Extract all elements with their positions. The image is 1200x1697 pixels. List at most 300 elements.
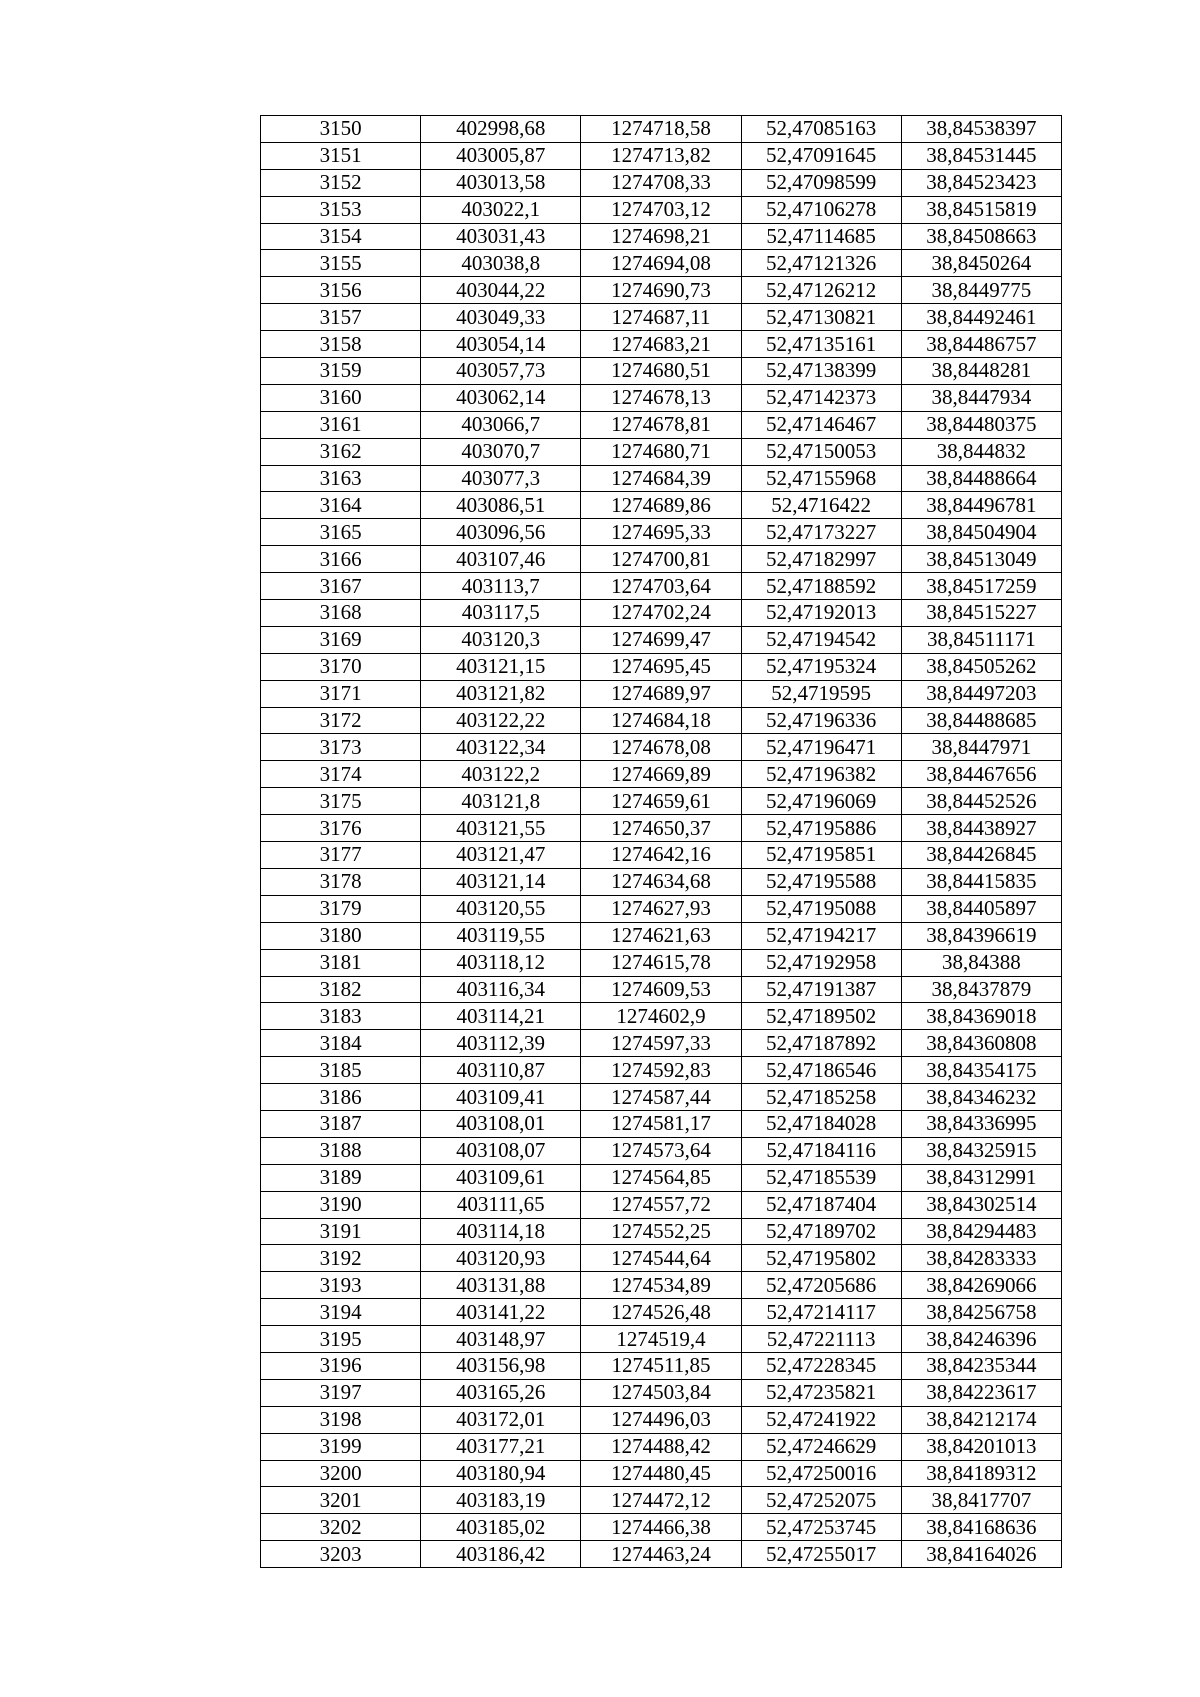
longitude-cell: 38,84388 bbox=[901, 949, 1061, 976]
latitude-cell: 52,47253745 bbox=[741, 1514, 901, 1541]
latitude-cell: 52,47098599 bbox=[741, 169, 901, 196]
table-row bbox=[261, 1379, 1062, 1406]
longitude-cell: 38,84164026 bbox=[901, 1541, 1061, 1568]
point-number-cell: 3161 bbox=[261, 411, 421, 438]
y-coordinate-cell: 1274683,21 bbox=[581, 331, 741, 358]
y-coordinate-cell: 1274552,25 bbox=[581, 1218, 741, 1245]
x-coordinate-cell: 403183,19 bbox=[421, 1487, 581, 1514]
table-row bbox=[261, 169, 1062, 196]
longitude-cell: 38,84531445 bbox=[901, 142, 1061, 169]
point-number-cell: 3185 bbox=[261, 1057, 421, 1084]
point-number-cell: 3162 bbox=[261, 438, 421, 465]
table-row bbox=[261, 331, 1062, 358]
point-number-cell: 3164 bbox=[261, 492, 421, 519]
point-number-cell: 3152 bbox=[261, 169, 421, 196]
x-coordinate-cell: 403038,8 bbox=[421, 250, 581, 277]
point-number-cell: 3158 bbox=[261, 331, 421, 358]
y-coordinate-cell: 1274511,85 bbox=[581, 1352, 741, 1379]
table-row bbox=[261, 223, 1062, 250]
y-coordinate-cell: 1274703,12 bbox=[581, 196, 741, 223]
y-coordinate-cell: 1274680,71 bbox=[581, 438, 741, 465]
x-coordinate-cell: 403044,22 bbox=[421, 277, 581, 304]
longitude-cell: 38,84488664 bbox=[901, 465, 1061, 492]
y-coordinate-cell: 1274650,37 bbox=[581, 815, 741, 842]
y-coordinate-cell: 1274698,21 bbox=[581, 223, 741, 250]
y-coordinate-cell: 1274488,42 bbox=[581, 1433, 741, 1460]
y-coordinate-cell: 1274544,64 bbox=[581, 1245, 741, 1272]
longitude-cell: 38,8449775 bbox=[901, 277, 1061, 304]
x-coordinate-cell: 403122,2 bbox=[421, 761, 581, 788]
longitude-cell: 38,84360808 bbox=[901, 1030, 1061, 1057]
longitude-cell: 38,84168636 bbox=[901, 1514, 1061, 1541]
y-coordinate-cell: 1274687,11 bbox=[581, 304, 741, 331]
table-row bbox=[261, 1514, 1062, 1541]
point-number-cell: 3187 bbox=[261, 1110, 421, 1137]
x-coordinate-cell: 403180,94 bbox=[421, 1460, 581, 1487]
longitude-cell: 38,84538397 bbox=[901, 116, 1061, 143]
table-row bbox=[261, 1030, 1062, 1057]
latitude-cell: 52,47228345 bbox=[741, 1352, 901, 1379]
y-coordinate-cell: 1274496,03 bbox=[581, 1406, 741, 1433]
latitude-cell: 52,47138399 bbox=[741, 358, 901, 385]
x-coordinate-cell: 403062,14 bbox=[421, 384, 581, 411]
latitude-cell: 52,47121326 bbox=[741, 250, 901, 277]
longitude-cell: 38,84223617 bbox=[901, 1379, 1061, 1406]
x-coordinate-cell: 403113,7 bbox=[421, 573, 581, 600]
longitude-cell: 38,84302514 bbox=[901, 1191, 1061, 1218]
x-coordinate-cell: 403116,34 bbox=[421, 976, 581, 1003]
latitude-cell: 52,4719595 bbox=[741, 680, 901, 707]
longitude-cell: 38,84515819 bbox=[901, 196, 1061, 223]
y-coordinate-cell: 1274694,08 bbox=[581, 250, 741, 277]
point-number-cell: 3173 bbox=[261, 734, 421, 761]
table-row bbox=[261, 976, 1062, 1003]
latitude-cell: 52,47235821 bbox=[741, 1379, 901, 1406]
point-number-cell: 3199 bbox=[261, 1433, 421, 1460]
x-coordinate-cell: 403165,26 bbox=[421, 1379, 581, 1406]
point-number-cell: 3190 bbox=[261, 1191, 421, 1218]
point-number-cell: 3178 bbox=[261, 868, 421, 895]
longitude-cell: 38,844832 bbox=[901, 438, 1061, 465]
longitude-cell: 38,84256758 bbox=[901, 1299, 1061, 1326]
y-coordinate-cell: 1274642,16 bbox=[581, 842, 741, 869]
table-row bbox=[261, 707, 1062, 734]
point-number-cell: 3166 bbox=[261, 546, 421, 573]
latitude-cell: 52,47255017 bbox=[741, 1541, 901, 1568]
longitude-cell: 38,84480375 bbox=[901, 411, 1061, 438]
latitude-cell: 52,47250016 bbox=[741, 1460, 901, 1487]
point-number-cell: 3194 bbox=[261, 1299, 421, 1326]
y-coordinate-cell: 1274602,9 bbox=[581, 1003, 741, 1030]
x-coordinate-cell: 403121,47 bbox=[421, 842, 581, 869]
point-number-cell: 3193 bbox=[261, 1272, 421, 1299]
table-row bbox=[261, 922, 1062, 949]
table-row bbox=[261, 815, 1062, 842]
longitude-cell: 38,84505262 bbox=[901, 653, 1061, 680]
table-row bbox=[261, 949, 1062, 976]
x-coordinate-cell: 403096,56 bbox=[421, 519, 581, 546]
y-coordinate-cell: 1274564,85 bbox=[581, 1164, 741, 1191]
point-number-cell: 3181 bbox=[261, 949, 421, 976]
coordinates-table bbox=[260, 115, 1062, 1568]
point-number-cell: 3184 bbox=[261, 1030, 421, 1057]
point-number-cell: 3156 bbox=[261, 277, 421, 304]
longitude-cell: 38,84269066 bbox=[901, 1272, 1061, 1299]
longitude-cell: 38,84415835 bbox=[901, 868, 1061, 895]
point-number-cell: 3188 bbox=[261, 1137, 421, 1164]
x-coordinate-cell: 403070,7 bbox=[421, 438, 581, 465]
y-coordinate-cell: 1274573,64 bbox=[581, 1137, 741, 1164]
y-coordinate-cell: 1274597,33 bbox=[581, 1030, 741, 1057]
table-row bbox=[261, 438, 1062, 465]
table-row bbox=[261, 1137, 1062, 1164]
latitude-cell: 52,47196069 bbox=[741, 788, 901, 815]
y-coordinate-cell: 1274703,64 bbox=[581, 573, 741, 600]
point-number-cell: 3165 bbox=[261, 519, 421, 546]
x-coordinate-cell: 403141,22 bbox=[421, 1299, 581, 1326]
latitude-cell: 52,47114685 bbox=[741, 223, 901, 250]
y-coordinate-cell: 1274695,33 bbox=[581, 519, 741, 546]
longitude-cell: 38,8447934 bbox=[901, 384, 1061, 411]
y-coordinate-cell: 1274592,83 bbox=[581, 1057, 741, 1084]
latitude-cell: 52,47252075 bbox=[741, 1487, 901, 1514]
point-number-cell: 3169 bbox=[261, 626, 421, 653]
table-row bbox=[261, 1191, 1062, 1218]
table-row bbox=[261, 1326, 1062, 1353]
latitude-cell: 52,47194217 bbox=[741, 922, 901, 949]
table-row bbox=[261, 895, 1062, 922]
x-coordinate-cell: 403117,5 bbox=[421, 600, 581, 627]
table-row bbox=[261, 358, 1062, 385]
table-row bbox=[261, 1245, 1062, 1272]
longitude-cell: 38,84312991 bbox=[901, 1164, 1061, 1191]
point-number-cell: 3150 bbox=[261, 116, 421, 143]
y-coordinate-cell: 1274678,08 bbox=[581, 734, 741, 761]
x-coordinate-cell: 403005,87 bbox=[421, 142, 581, 169]
x-coordinate-cell: 403177,21 bbox=[421, 1433, 581, 1460]
point-number-cell: 3171 bbox=[261, 680, 421, 707]
table-row bbox=[261, 465, 1062, 492]
table-row bbox=[261, 1057, 1062, 1084]
y-coordinate-cell: 1274503,84 bbox=[581, 1379, 741, 1406]
point-number-cell: 3200 bbox=[261, 1460, 421, 1487]
x-coordinate-cell: 403186,42 bbox=[421, 1541, 581, 1568]
y-coordinate-cell: 1274678,13 bbox=[581, 384, 741, 411]
point-number-cell: 3189 bbox=[261, 1164, 421, 1191]
table-row bbox=[261, 1352, 1062, 1379]
y-coordinate-cell: 1274718,58 bbox=[581, 116, 741, 143]
longitude-cell: 38,84369018 bbox=[901, 1003, 1061, 1030]
latitude-cell: 52,47130821 bbox=[741, 304, 901, 331]
latitude-cell: 52,47196382 bbox=[741, 761, 901, 788]
latitude-cell: 52,47150053 bbox=[741, 438, 901, 465]
y-coordinate-cell: 1274689,97 bbox=[581, 680, 741, 707]
longitude-cell: 38,84396619 bbox=[901, 922, 1061, 949]
x-coordinate-cell: 403118,12 bbox=[421, 949, 581, 976]
point-number-cell: 3196 bbox=[261, 1352, 421, 1379]
latitude-cell: 52,47196336 bbox=[741, 707, 901, 734]
table-row bbox=[261, 788, 1062, 815]
latitude-cell: 52,47195588 bbox=[741, 868, 901, 895]
point-number-cell: 3202 bbox=[261, 1514, 421, 1541]
y-coordinate-cell: 1274466,38 bbox=[581, 1514, 741, 1541]
y-coordinate-cell: 1274526,48 bbox=[581, 1299, 741, 1326]
longitude-cell: 38,8417707 bbox=[901, 1487, 1061, 1514]
longitude-cell: 38,84515227 bbox=[901, 600, 1061, 627]
y-coordinate-cell: 1274634,68 bbox=[581, 868, 741, 895]
longitude-cell: 38,84336995 bbox=[901, 1110, 1061, 1137]
table-row bbox=[261, 842, 1062, 869]
x-coordinate-cell: 403121,8 bbox=[421, 788, 581, 815]
x-coordinate-cell: 403086,51 bbox=[421, 492, 581, 519]
point-number-cell: 3192 bbox=[261, 1245, 421, 1272]
x-coordinate-cell: 403120,93 bbox=[421, 1245, 581, 1272]
longitude-cell: 38,84511171 bbox=[901, 626, 1061, 653]
x-coordinate-cell: 403121,82 bbox=[421, 680, 581, 707]
latitude-cell: 52,47246629 bbox=[741, 1433, 901, 1460]
y-coordinate-cell: 1274678,81 bbox=[581, 411, 741, 438]
table-row bbox=[261, 626, 1062, 653]
longitude-cell: 38,84523423 bbox=[901, 169, 1061, 196]
longitude-cell: 38,84513049 bbox=[901, 546, 1061, 573]
table-row bbox=[261, 1433, 1062, 1460]
latitude-cell: 52,47214117 bbox=[741, 1299, 901, 1326]
table-row bbox=[261, 492, 1062, 519]
y-coordinate-cell: 1274659,61 bbox=[581, 788, 741, 815]
y-coordinate-cell: 1274695,45 bbox=[581, 653, 741, 680]
x-coordinate-cell: 403148,97 bbox=[421, 1326, 581, 1353]
table-row bbox=[261, 734, 1062, 761]
longitude-cell: 38,84294483 bbox=[901, 1218, 1061, 1245]
point-number-cell: 3153 bbox=[261, 196, 421, 223]
y-coordinate-cell: 1274480,45 bbox=[581, 1460, 741, 1487]
latitude-cell: 52,47192958 bbox=[741, 949, 901, 976]
table-row bbox=[261, 384, 1062, 411]
longitude-cell: 38,84517259 bbox=[901, 573, 1061, 600]
latitude-cell: 52,47185258 bbox=[741, 1084, 901, 1111]
latitude-cell: 52,47187404 bbox=[741, 1191, 901, 1218]
y-coordinate-cell: 1274713,82 bbox=[581, 142, 741, 169]
table-row bbox=[261, 761, 1062, 788]
latitude-cell: 52,47126212 bbox=[741, 277, 901, 304]
table-row bbox=[261, 1272, 1062, 1299]
latitude-cell: 52,47241922 bbox=[741, 1406, 901, 1433]
point-number-cell: 3151 bbox=[261, 142, 421, 169]
y-coordinate-cell: 1274557,72 bbox=[581, 1191, 741, 1218]
longitude-cell: 38,8437879 bbox=[901, 976, 1061, 1003]
latitude-cell: 52,47184116 bbox=[741, 1137, 901, 1164]
x-coordinate-cell: 403156,98 bbox=[421, 1352, 581, 1379]
latitude-cell: 52,47146467 bbox=[741, 411, 901, 438]
y-coordinate-cell: 1274519,4 bbox=[581, 1326, 741, 1353]
longitude-cell: 38,84325915 bbox=[901, 1137, 1061, 1164]
y-coordinate-cell: 1274689,86 bbox=[581, 492, 741, 519]
table-row bbox=[261, 1110, 1062, 1137]
x-coordinate-cell: 403120,3 bbox=[421, 626, 581, 653]
latitude-cell: 52,47142373 bbox=[741, 384, 901, 411]
latitude-cell: 52,47194542 bbox=[741, 626, 901, 653]
table-row bbox=[261, 1406, 1062, 1433]
longitude-cell: 38,84235344 bbox=[901, 1352, 1061, 1379]
longitude-cell: 38,84452526 bbox=[901, 788, 1061, 815]
point-number-cell: 3195 bbox=[261, 1326, 421, 1353]
x-coordinate-cell: 403185,02 bbox=[421, 1514, 581, 1541]
point-number-cell: 3160 bbox=[261, 384, 421, 411]
y-coordinate-cell: 1274615,78 bbox=[581, 949, 741, 976]
y-coordinate-cell: 1274581,17 bbox=[581, 1110, 741, 1137]
x-coordinate-cell: 403108,01 bbox=[421, 1110, 581, 1137]
y-coordinate-cell: 1274690,73 bbox=[581, 277, 741, 304]
latitude-cell: 52,47155968 bbox=[741, 465, 901, 492]
point-number-cell: 3157 bbox=[261, 304, 421, 331]
longitude-cell: 38,84504904 bbox=[901, 519, 1061, 546]
x-coordinate-cell: 403110,87 bbox=[421, 1057, 581, 1084]
y-coordinate-cell: 1274684,18 bbox=[581, 707, 741, 734]
y-coordinate-cell: 1274627,93 bbox=[581, 895, 741, 922]
x-coordinate-cell: 403077,3 bbox=[421, 465, 581, 492]
latitude-cell: 52,47187892 bbox=[741, 1030, 901, 1057]
latitude-cell: 52,47182997 bbox=[741, 546, 901, 573]
x-coordinate-cell: 403122,22 bbox=[421, 707, 581, 734]
table-row bbox=[261, 653, 1062, 680]
latitude-cell: 52,47186546 bbox=[741, 1057, 901, 1084]
x-coordinate-cell: 403057,73 bbox=[421, 358, 581, 385]
latitude-cell: 52,47221113 bbox=[741, 1326, 901, 1353]
longitude-cell: 38,84508663 bbox=[901, 223, 1061, 250]
latitude-cell: 52,4716422 bbox=[741, 492, 901, 519]
point-number-cell: 3159 bbox=[261, 358, 421, 385]
y-coordinate-cell: 1274702,24 bbox=[581, 600, 741, 627]
x-coordinate-cell: 403120,55 bbox=[421, 895, 581, 922]
point-number-cell: 3155 bbox=[261, 250, 421, 277]
x-coordinate-cell: 403109,61 bbox=[421, 1164, 581, 1191]
x-coordinate-cell: 403107,46 bbox=[421, 546, 581, 573]
x-coordinate-cell: 403121,15 bbox=[421, 653, 581, 680]
latitude-cell: 52,47135161 bbox=[741, 331, 901, 358]
point-number-cell: 3175 bbox=[261, 788, 421, 815]
point-number-cell: 3180 bbox=[261, 922, 421, 949]
point-number-cell: 3168 bbox=[261, 600, 421, 627]
point-number-cell: 3203 bbox=[261, 1541, 421, 1568]
latitude-cell: 52,47173227 bbox=[741, 519, 901, 546]
y-coordinate-cell: 1274708,33 bbox=[581, 169, 741, 196]
table-row bbox=[261, 868, 1062, 895]
longitude-cell: 38,84212174 bbox=[901, 1406, 1061, 1433]
table-row bbox=[261, 1084, 1062, 1111]
latitude-cell: 52,47205686 bbox=[741, 1272, 901, 1299]
longitude-cell: 38,84346232 bbox=[901, 1084, 1061, 1111]
y-coordinate-cell: 1274669,89 bbox=[581, 761, 741, 788]
table-row bbox=[261, 116, 1062, 143]
latitude-cell: 52,47189702 bbox=[741, 1218, 901, 1245]
longitude-cell: 38,84496781 bbox=[901, 492, 1061, 519]
table-row bbox=[261, 1541, 1062, 1568]
point-number-cell: 3170 bbox=[261, 653, 421, 680]
x-coordinate-cell: 403114,18 bbox=[421, 1218, 581, 1245]
point-number-cell: 3182 bbox=[261, 976, 421, 1003]
point-number-cell: 3186 bbox=[261, 1084, 421, 1111]
latitude-cell: 52,47195851 bbox=[741, 842, 901, 869]
latitude-cell: 52,47188592 bbox=[741, 573, 901, 600]
longitude-cell: 38,84492461 bbox=[901, 304, 1061, 331]
point-number-cell: 3179 bbox=[261, 895, 421, 922]
x-coordinate-cell: 403049,33 bbox=[421, 304, 581, 331]
longitude-cell: 38,84201013 bbox=[901, 1433, 1061, 1460]
y-coordinate-cell: 1274587,44 bbox=[581, 1084, 741, 1111]
latitude-cell: 52,47195886 bbox=[741, 815, 901, 842]
table-row bbox=[261, 1487, 1062, 1514]
point-number-cell: 3183 bbox=[261, 1003, 421, 1030]
latitude-cell: 52,47184028 bbox=[741, 1110, 901, 1137]
longitude-cell: 38,84438927 bbox=[901, 815, 1061, 842]
latitude-cell: 52,47185539 bbox=[741, 1164, 901, 1191]
latitude-cell: 52,47195324 bbox=[741, 653, 901, 680]
longitude-cell: 38,84189312 bbox=[901, 1460, 1061, 1487]
longitude-cell: 38,84488685 bbox=[901, 707, 1061, 734]
x-coordinate-cell: 403121,14 bbox=[421, 868, 581, 895]
latitude-cell: 52,47191387 bbox=[741, 976, 901, 1003]
x-coordinate-cell: 403114,21 bbox=[421, 1003, 581, 1030]
x-coordinate-cell: 402998,68 bbox=[421, 116, 581, 143]
table-row bbox=[261, 600, 1062, 627]
table-row bbox=[261, 680, 1062, 707]
y-coordinate-cell: 1274534,89 bbox=[581, 1272, 741, 1299]
y-coordinate-cell: 1274699,47 bbox=[581, 626, 741, 653]
point-number-cell: 3163 bbox=[261, 465, 421, 492]
coordinates-table-body bbox=[261, 116, 1062, 1568]
x-coordinate-cell: 403022,1 bbox=[421, 196, 581, 223]
y-coordinate-cell: 1274621,63 bbox=[581, 922, 741, 949]
table-row bbox=[261, 250, 1062, 277]
x-coordinate-cell: 403131,88 bbox=[421, 1272, 581, 1299]
x-coordinate-cell: 403108,07 bbox=[421, 1137, 581, 1164]
longitude-cell: 38,84426845 bbox=[901, 842, 1061, 869]
longitude-cell: 38,84283333 bbox=[901, 1245, 1061, 1272]
point-number-cell: 3177 bbox=[261, 842, 421, 869]
point-number-cell: 3154 bbox=[261, 223, 421, 250]
y-coordinate-cell: 1274684,39 bbox=[581, 465, 741, 492]
table-row bbox=[261, 411, 1062, 438]
longitude-cell: 38,8447971 bbox=[901, 734, 1061, 761]
point-number-cell: 3174 bbox=[261, 761, 421, 788]
x-coordinate-cell: 403119,55 bbox=[421, 922, 581, 949]
latitude-cell: 52,47195088 bbox=[741, 895, 901, 922]
y-coordinate-cell: 1274680,51 bbox=[581, 358, 741, 385]
latitude-cell: 52,47189502 bbox=[741, 1003, 901, 1030]
latitude-cell: 52,47106278 bbox=[741, 196, 901, 223]
latitude-cell: 52,47085163 bbox=[741, 116, 901, 143]
x-coordinate-cell: 403172,01 bbox=[421, 1406, 581, 1433]
table-row bbox=[261, 142, 1062, 169]
table-row bbox=[261, 546, 1062, 573]
table-row bbox=[261, 1164, 1062, 1191]
table-row bbox=[261, 573, 1062, 600]
table-row bbox=[261, 277, 1062, 304]
point-number-cell: 3197 bbox=[261, 1379, 421, 1406]
y-coordinate-cell: 1274472,12 bbox=[581, 1487, 741, 1514]
table-row bbox=[261, 196, 1062, 223]
x-coordinate-cell: 403054,14 bbox=[421, 331, 581, 358]
longitude-cell: 38,84246396 bbox=[901, 1326, 1061, 1353]
point-number-cell: 3167 bbox=[261, 573, 421, 600]
longitude-cell: 38,8450264 bbox=[901, 250, 1061, 277]
point-number-cell: 3198 bbox=[261, 1406, 421, 1433]
y-coordinate-cell: 1274463,24 bbox=[581, 1541, 741, 1568]
point-number-cell: 3191 bbox=[261, 1218, 421, 1245]
longitude-cell: 38,84497203 bbox=[901, 680, 1061, 707]
x-coordinate-cell: 403109,41 bbox=[421, 1084, 581, 1111]
x-coordinate-cell: 403111,65 bbox=[421, 1191, 581, 1218]
